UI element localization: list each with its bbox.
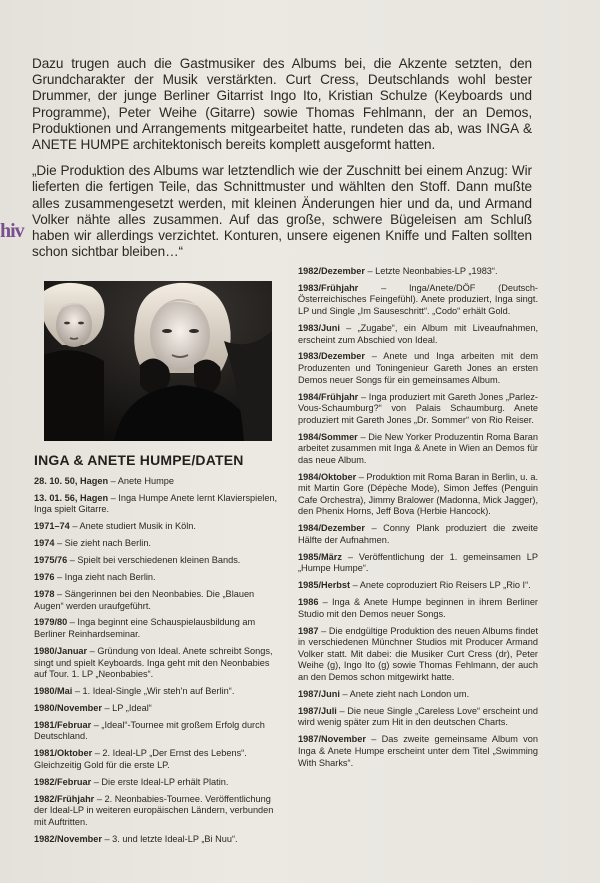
- timeline-entry: [298, 392, 538, 427]
- timeline-date: 28. 10. 50, Hagen: [34, 476, 109, 486]
- timeline-entry: [34, 476, 280, 488]
- timeline-entry: [298, 580, 538, 592]
- timeline-text: – Veröffentlichung der 1. gemeinsamen LP „Humpe Humpe“.: [298, 551, 538, 574]
- timeline-entry: [34, 617, 280, 640]
- timeline-date: 1974: [34, 538, 55, 549]
- timeline-entry: [298, 689, 538, 701]
- dates-list-left: [34, 476, 280, 845]
- timeline-date: 1986: [298, 597, 319, 608]
- duo-photo: [44, 281, 272, 441]
- dates-right-column: [298, 266, 538, 774]
- timeline-text: – Inga produziert mit Gareth Jones „Parlez-Vous-Schaumburg?“ von Palais Schaumburg. Anete produziert mit Gareth Jones „Dr. Sommer“ von Rio Reiser.: [298, 391, 538, 425]
- timeline-date: 1984/Frühjahr: [298, 391, 359, 402]
- intro-quote: „Die Produktion des Albums war letztendlich wie der Zuschnitt bei einem Anzug: Wir lieferten die fertigen Teile, das Schnittmuster und wählten den Stoff. Dann mußte alles zusammengesetzt werden, mit kleinen Änderungen hier und da, und Armand Volker nähte alles zusammen. Auf das große, schwere Bügeleisen am Schluß haben wir allerdings verzichtet. Konturen, unsere eigenen Kniffe und Falten sollten schon sichtbar bleiben…“: [32, 163, 532, 260]
- timeline-text: – Inga zieht nach Berlin.: [54, 572, 156, 583]
- timeline-entry: [34, 521, 280, 533]
- timeline-date: 1982/Frühjahr: [34, 793, 95, 804]
- timeline-text: – „Ideal“-Tournee mit großem Erfolg durch Deutschland.: [34, 719, 265, 742]
- timeline-date: 1983/Frühjahr: [298, 282, 359, 293]
- timeline-entry: [34, 777, 280, 789]
- timeline-text: – 1. Ideal-Single „Wir steh'n auf Berlin“.: [72, 685, 235, 696]
- timeline-date: 1980/November: [34, 702, 102, 713]
- timeline-entry: [34, 646, 280, 681]
- timeline-date: 1971–74: [34, 521, 70, 532]
- timeline-entry: [298, 523, 538, 546]
- timeline-entry: [298, 351, 538, 386]
- edge-mark: hiv: [0, 220, 24, 242]
- timeline-date: 1981/Februar: [34, 719, 92, 730]
- timeline-date: 1980/Januar: [34, 645, 88, 656]
- timeline-text: – Die erste Ideal-LP erhält Platin.: [91, 776, 229, 787]
- section-title: INGA & ANETE HUMPE/DATEN: [34, 452, 244, 468]
- timeline-text: – Sie zieht nach Berlin.: [54, 538, 151, 549]
- timeline-text: – Anete studiert Musik in Köln.: [69, 521, 196, 532]
- timeline-text: – Conny Plank produziert die zweite Hälfte der Aufnahmen.: [298, 523, 538, 545]
- timeline-entry: [298, 472, 538, 518]
- timeline-entry: [298, 432, 538, 467]
- timeline-date: 1984/Sommer: [298, 431, 358, 442]
- timeline-date: 1984/Oktober: [298, 471, 357, 482]
- timeline-text: – Das zweite gemeinsame Album von Inga & Anete Humpe erscheint unter dem Titel „Swimming With Sharks“.: [298, 734, 538, 768]
- timeline-text: – Inga/Anete/DÖF (Deutsch-Österreichisches Feingefühl). Anete produziert, Inga singt. LP und Single „Im Sauseschritt“. „Codo“ erhält Gold.: [298, 282, 538, 317]
- timeline-text: – Die endgültige Produktion des neuen Albums findet in verschiedenen Münchner Studios mit Producer Armand Volker statt. Mit dabei: die Musiker Curt Cress (dr), Peter Weihe (g), Ingo Ito (g) sowie Thomas Fehlmann, der auch an den Demos schon mitgewirkt hatte.: [298, 625, 538, 683]
- timeline-text: – 2. Neonbabies-Tournee. Veröffentlichung der Ideal-LP in weiteren europäischen Ländern, verbunden mit Auftritten.: [34, 793, 274, 827]
- timeline-date: 1987/Juli: [298, 705, 337, 716]
- timeline-date: 1987: [298, 625, 319, 636]
- timeline-date: 1984/Dezember: [298, 523, 365, 534]
- timeline-date: 1987/Juni: [298, 688, 340, 699]
- timeline-entry: [298, 552, 538, 575]
- timeline-date: 1976: [34, 572, 55, 583]
- dates-left-column: [34, 452, 280, 851]
- intro-paragraph: Dazu trugen auch die Gastmusiker des Albums bei, die Akzente setzten, den Grundcharakter der Musik verstärkten. Curt Cress, Deutschlands wohl bester Drummer, der junge Berliner Gitarrist Ingo Ito, Kristian Schulze (Keyboards und Programme), Peter Weihe (Gitarre) sowie Thomas Fehlmann, der an Demos, Produktionen und Arrangements mitgearbeitet hatte, rundeten das ab, was INGA & ANETE HUMPE architektonisch bereits komplett ausgeformt hatten.: [32, 56, 532, 153]
- timeline-entry: [34, 834, 280, 846]
- duo-photo-image: [44, 281, 272, 441]
- timeline-text: – Inga Humpe Anete lernt Klavierspielen, Inga spielt Gitarre.: [34, 492, 278, 515]
- timeline-date: 1983/Juni: [298, 322, 340, 333]
- timeline-text: – Gründung von Ideal. Anete schreibt Songs, singt und spielt Keyboards. Inga geht mit den Neonbabies auf Tour. 1. LP „Neonbabies“.: [34, 645, 273, 680]
- timeline-entry: [34, 589, 280, 612]
- timeline-date: 1978: [34, 588, 55, 599]
- timeline-text: – Sängerinnen bei den Neonbabies. Die „Blauen Augen“ werden uraufgeführt.: [34, 588, 255, 611]
- timeline-entry: [34, 686, 280, 698]
- timeline-entry: [298, 597, 538, 620]
- intro-text: [32, 56, 532, 265]
- timeline-text: – Anete coproduziert Rio Reisers LP „Rio I“.: [350, 580, 531, 591]
- timeline-date: 1985/März: [298, 551, 342, 562]
- timeline-entry: [34, 555, 280, 567]
- timeline-text: – LP „Ideal“: [101, 702, 152, 713]
- timeline-entry: [298, 283, 538, 318]
- timeline-text: – „Zugabe“, ein Album mit Liveaufnahmen, erscheint zum Abschied von Ideal.: [298, 322, 538, 345]
- timeline-text: – Anete Humpe: [108, 476, 174, 486]
- timeline-text: – Die New Yorker Produzentin Roma Baran arbeitet zusammen mit Inga & Anete in Wien an Demos für das neue Album.: [298, 431, 538, 465]
- timeline-date: 13. 01. 56, Hagen: [34, 492, 109, 503]
- timeline-entry: [34, 703, 280, 715]
- timeline-date: 1982/November: [34, 833, 102, 844]
- timeline-entry: [34, 538, 280, 550]
- timeline-text: – 3. und letzte Ideal-LP „Bi Nuu“.: [101, 833, 238, 844]
- timeline-text: – Anete und Inga arbeiten mit dem Produzenten und Toningenieur Gareth Jones an ersten Demos neuer Songs für ein gemeinsames Album.: [298, 351, 538, 385]
- dates-list-right: [298, 266, 538, 769]
- timeline-entry: [34, 572, 280, 584]
- timeline-text: – Anete zieht nach London um.: [339, 688, 470, 699]
- timeline-text: – Letzte Neonbabies-LP „1983“.: [364, 266, 498, 276]
- timeline-text: – Spielt bei verschiedenen kleinen Bands.: [67, 555, 241, 566]
- timeline-date: 1987/November: [298, 734, 366, 745]
- timeline-text: – Produktion mit Roma Baran in Berlin, u. a. mit Martin Gore (Dépèche Mode), Simon Jeffes (Penguin Cafe Orchestra), Jimmy Bralower (Madonna, Mick Jagger), den Phenix Horns, Jeff Bova (Herbie Hancock).: [298, 471, 539, 517]
- timeline-date: 1983/Dezember: [298, 351, 365, 362]
- timeline-date: 1980/Mai: [34, 685, 73, 696]
- timeline-entry: [298, 323, 538, 346]
- timeline-date: 1981/Oktober: [34, 748, 93, 759]
- timeline-entry: [34, 720, 280, 743]
- timeline-entry: [34, 748, 280, 771]
- timeline-text: – Die neue Single „Careless Love“ erscheint und wird wenig später zum Hit in den deutschen Charts.: [298, 705, 538, 728]
- timeline-date: 1982/Dezember: [298, 266, 365, 276]
- timeline-entry: [298, 266, 538, 278]
- timeline-entry: [34, 493, 280, 516]
- timeline-entry: [298, 626, 538, 684]
- timeline-entry: [298, 706, 538, 729]
- timeline-text: – Inga beginnt eine Schauspielausbildung am Berliner Reinhardseminar.: [34, 617, 256, 640]
- timeline-date: 1982/Februar: [34, 776, 92, 787]
- timeline-text: – Inga & Anete Humpe beginnen in ihrem Berliner Studio mit den Demos neuer Songs.: [298, 597, 538, 619]
- timeline-date: 1985/Herbst: [298, 580, 351, 591]
- timeline-text: – 2. Ideal-LP „Der Ernst des Lebens“. Gleichzeitig Gold für die erste LP.: [34, 748, 247, 770]
- timeline-date: 1975/76: [34, 555, 68, 566]
- timeline-entry: [298, 734, 538, 769]
- timeline-date: 1979/80: [34, 617, 68, 628]
- timeline-entry: [34, 794, 280, 829]
